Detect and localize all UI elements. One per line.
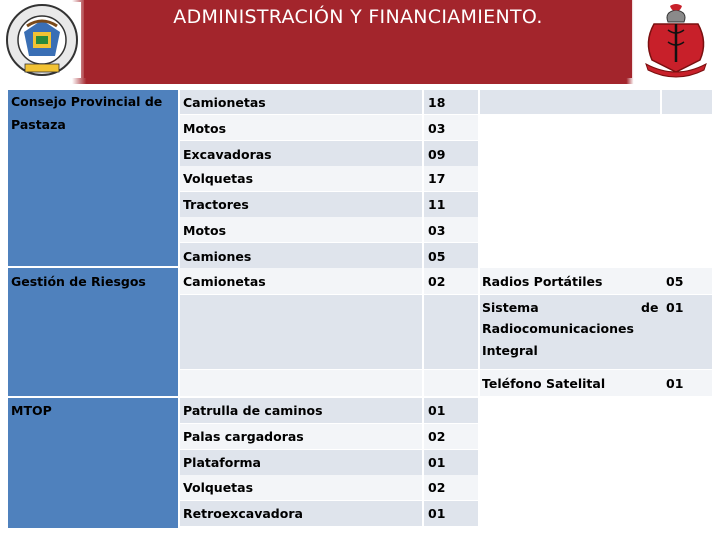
institution-label: Gestión de Riesgos (11, 274, 146, 289)
item-qty: 17 (428, 171, 446, 186)
coat-of-arms-logo (634, 2, 718, 78)
table-row (180, 370, 422, 396)
item-qty: 03 (428, 121, 446, 136)
extra-item-line1a: Sistema (482, 300, 539, 315)
item-qty: 01 (428, 403, 446, 418)
extra-item-qty: 01 (666, 376, 684, 391)
item-name: Volquetas (183, 171, 254, 186)
page-title: ADMINISTRACIÓN Y FINANCIAMIENTO. (173, 6, 543, 28)
item-name: Camiones (183, 249, 252, 264)
extra-item-line2: Radiocomunicaciones (482, 321, 634, 336)
extra-item-line1b: de (641, 300, 659, 315)
extra-item-qty: 01 (666, 300, 684, 315)
item-qty: 18 (428, 95, 446, 110)
item-name: Camionetas (183, 95, 266, 110)
item-name: Plataforma (183, 455, 261, 470)
item-qty: 03 (428, 223, 446, 238)
item-qty: 02 (428, 429, 446, 444)
extra-item-line3: Integral (482, 343, 538, 358)
table-row (180, 295, 422, 369)
item-qty: 02 (428, 480, 446, 495)
item-qty: 05 (428, 249, 446, 264)
extra-item-qty: 05 (666, 274, 684, 289)
extra-cell (480, 90, 660, 114)
item-name: Motos (183, 121, 227, 136)
item-qty: 01 (428, 506, 446, 521)
extra-item-name: Radios Portátiles (482, 274, 603, 289)
escuela-politecnica-seal-logo (3, 2, 81, 78)
extra-item-name: Teléfono Satelital (482, 376, 606, 391)
item-name: Camionetas (183, 274, 266, 289)
item-name: Palas cargadoras (183, 429, 304, 444)
institution-label-line2: Pastaza (11, 117, 66, 132)
item-qty: 11 (428, 197, 446, 212)
extra-qty-cell (662, 90, 712, 114)
item-qty: 09 (428, 147, 446, 162)
item-name: Retroexcavadora (183, 506, 303, 521)
item-qty: 02 (428, 274, 446, 289)
item-name: Excavadoras (183, 147, 272, 162)
item-name: Volquetas (183, 480, 254, 495)
institution-label: MTOP (11, 403, 52, 418)
item-name: Patrulla de caminos (183, 403, 323, 418)
qty-cell (424, 295, 478, 369)
item-name: Motos (183, 223, 227, 238)
item-name: Tractores (183, 197, 249, 212)
item-qty: 01 (428, 455, 446, 470)
qty-cell (424, 370, 478, 396)
institution-label-line1: Consejo Provincial de (11, 94, 163, 109)
